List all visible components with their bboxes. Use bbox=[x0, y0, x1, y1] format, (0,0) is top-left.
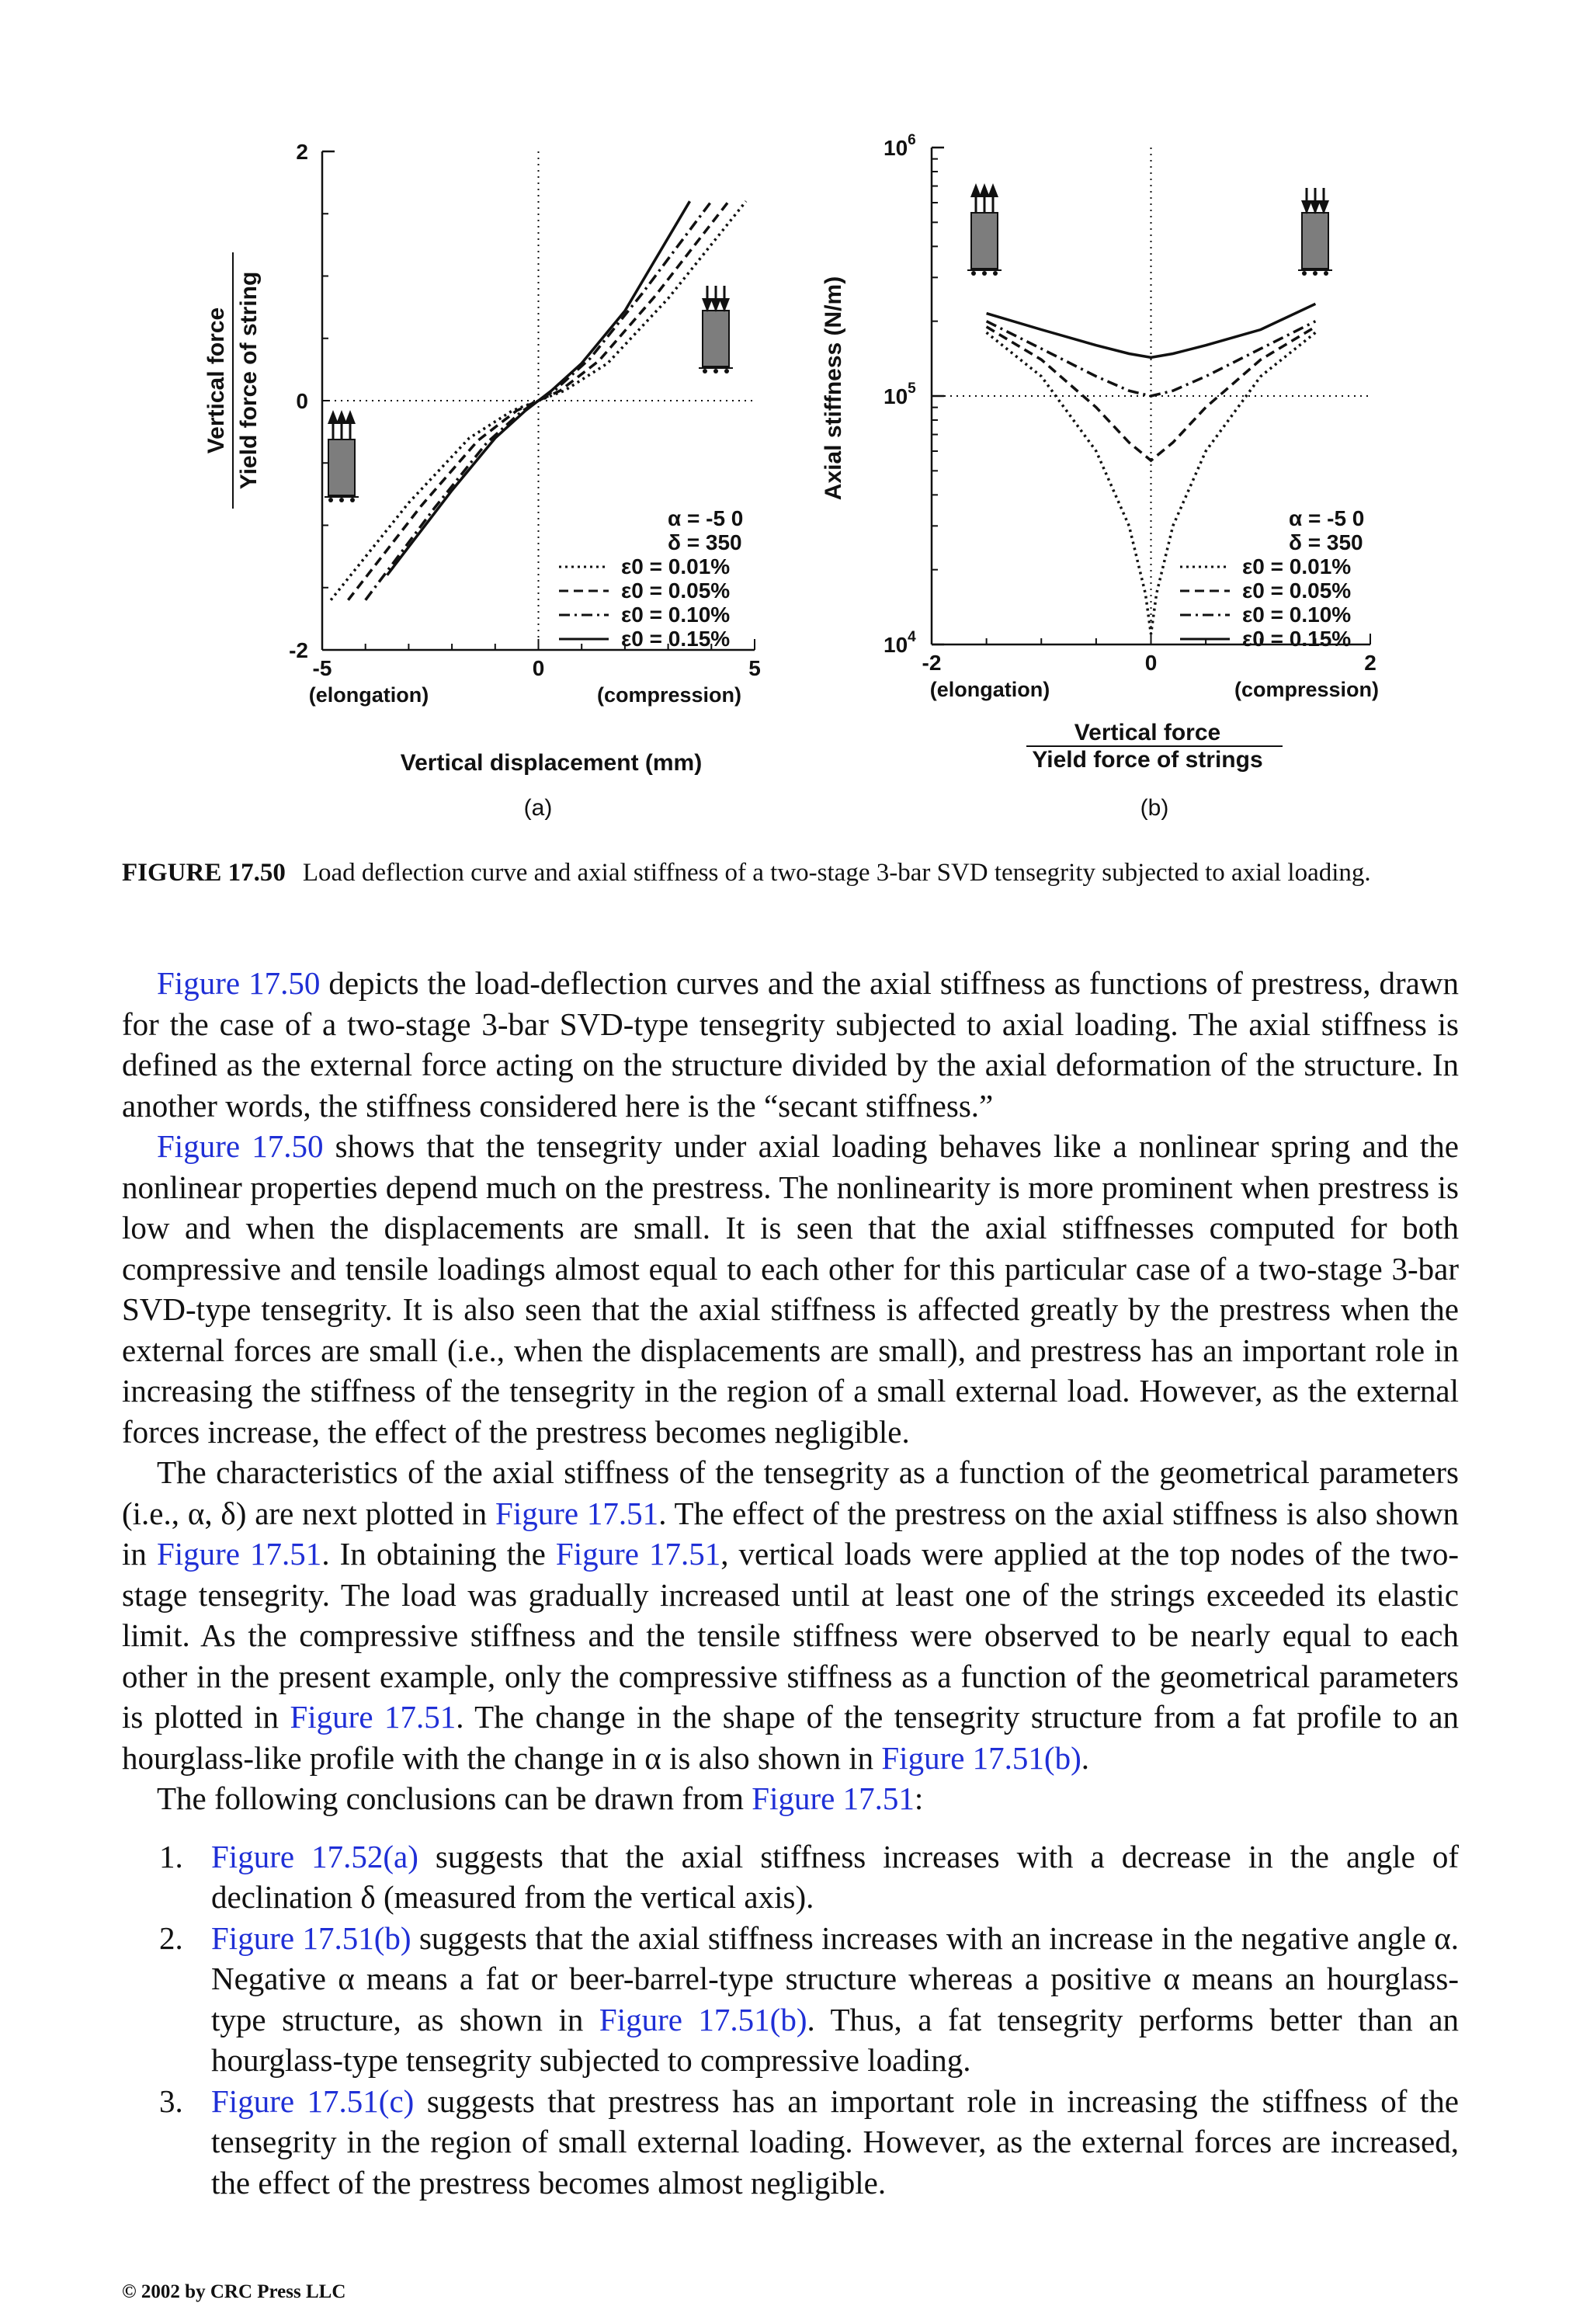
list-item bbox=[122, 1918, 1459, 2081]
b-legend-delta: δ = 350 bbox=[1289, 530, 1363, 554]
b-x-label-numerator: Vertical force bbox=[1074, 720, 1221, 745]
a-compression-device bbox=[699, 286, 733, 373]
device-body bbox=[971, 213, 998, 269]
paragraph-text: . In obtaining the bbox=[321, 1536, 556, 1572]
a-elongation-label: (elongation) bbox=[308, 683, 429, 707]
device-body bbox=[703, 311, 729, 366]
a-y-label-numerator: Vertical force bbox=[203, 307, 229, 454]
support-node bbox=[339, 498, 344, 502]
a-y-tick-label: -2 bbox=[289, 638, 308, 662]
support-node bbox=[713, 369, 718, 373]
a-x-tick-label: -5 bbox=[312, 656, 332, 680]
device-body bbox=[1302, 213, 1328, 269]
support-node bbox=[328, 498, 333, 502]
support-node bbox=[1313, 271, 1317, 276]
support-node bbox=[1302, 271, 1307, 276]
copyright-footer: © 2002 by CRC Press LLC bbox=[122, 2281, 346, 2302]
paragraph-3 bbox=[122, 1452, 1459, 1778]
b-x-tick-label: 0 bbox=[1144, 651, 1158, 675]
figure-link[interactable]: Figure 17.51(c) bbox=[211, 2083, 415, 2119]
paragraph-1 bbox=[122, 963, 1459, 1126]
figure-svg bbox=[0, 0, 1590, 846]
support-node bbox=[724, 369, 729, 373]
a-legend-alpha: α = -5 0 bbox=[668, 506, 744, 530]
paragraph-text: : bbox=[914, 1780, 924, 1816]
arrow-up-icon bbox=[345, 410, 356, 424]
arrow-up-icon bbox=[970, 183, 981, 197]
a-legend-entry: ε0 = 0.10% bbox=[621, 603, 731, 627]
support-node bbox=[703, 369, 707, 373]
figure-link[interactable]: Figure 17.50 bbox=[157, 1128, 324, 1164]
b-y-tick-label: $10^4$ bbox=[884, 629, 916, 657]
b-elongation-label: (elongation) bbox=[929, 678, 1050, 701]
b-y-tick-label: $10^6$ bbox=[884, 132, 916, 160]
list-item bbox=[122, 2081, 1459, 2204]
support-node bbox=[982, 271, 987, 276]
a-y-tick-label: 2 bbox=[296, 140, 308, 164]
a-y-tick-label: 0 bbox=[296, 389, 308, 413]
list-text: suggests that prestress has an important role in increasing the stiffness of the tensegrity in the region of small external loading. However, as the external forces are increased, the effect of the prestress becomes almost negligible. bbox=[211, 2083, 1459, 2201]
conclusions-list bbox=[122, 1836, 1459, 2204]
figure-link[interactable]: Figure 17.51(b) bbox=[211, 1919, 411, 1956]
b-legend-entry: ε0 = 0.01% bbox=[1242, 554, 1352, 578]
b-legend-entry: ε0 = 0.10% bbox=[1242, 603, 1352, 627]
support-node bbox=[971, 271, 976, 276]
figure-label: FIGURE 17.50 bbox=[122, 859, 286, 887]
arrow-up-icon bbox=[336, 410, 347, 424]
figure-17-50 bbox=[0, 0, 1590, 846]
a-legend-delta: δ = 350 bbox=[668, 530, 742, 554]
b-series-line bbox=[987, 304, 1316, 357]
arrow-up-icon bbox=[988, 183, 998, 197]
figure-link[interactable]: Figure 17.51 bbox=[752, 1780, 915, 1816]
a-compression-label: (compression) bbox=[596, 683, 742, 707]
figure-link[interactable]: Figure 17.51(b) bbox=[599, 2001, 807, 2037]
b-tension-device bbox=[967, 183, 1002, 276]
b-y-axis-label: Axial stiffness (N/m) bbox=[821, 276, 846, 501]
figure-link[interactable]: Figure 17.50 bbox=[157, 965, 321, 1001]
support-node bbox=[1324, 271, 1328, 276]
b-legend-alpha: α = -5 0 bbox=[1289, 506, 1365, 530]
figure-link[interactable]: Figure 17.51(b) bbox=[881, 1739, 1081, 1776]
figure-link[interactable]: Figure 17.51 bbox=[555, 1536, 721, 1572]
a-y-axis-label bbox=[203, 252, 262, 509]
list-item bbox=[122, 1836, 1459, 1918]
a-y-label-denominator: Yield force of string bbox=[236, 271, 262, 490]
b-panel-label: (b) bbox=[1140, 795, 1169, 821]
device-body bbox=[328, 439, 355, 495]
list-text: suggests that the axial stiffness increases with a decrease in the angle of declination δ (measured from the vertical axis). bbox=[211, 1838, 1459, 1915]
list-text: suggests that the axial stiffness increases with an increase in the negative angle α. Negative α means a fat or beer-barrel-type structure whereas a positive α means an hourglass-type structure, as shown in bbox=[211, 1919, 1459, 2037]
a-legend-entry: ε0 = 0.01% bbox=[621, 554, 731, 578]
paragraph-4 bbox=[122, 1778, 1459, 1819]
b-x-tick-label: -2 bbox=[922, 651, 942, 675]
support-node bbox=[993, 271, 998, 276]
list-text: . Thus, a fat tensegrity performs better than an hourglass-type tensegrity subjected to compressive loading. bbox=[211, 2001, 1459, 2078]
figure-link[interactable]: Figure 17.51 bbox=[495, 1495, 659, 1531]
a-tension-device bbox=[325, 410, 359, 502]
paragraph-text: The following conclusions can be drawn from bbox=[157, 1780, 752, 1816]
a-x-axis-label: Vertical displacement (mm) bbox=[400, 750, 703, 776]
arrow-up-icon bbox=[328, 410, 338, 424]
support-node bbox=[350, 498, 355, 502]
figure-link[interactable]: Figure 17.52(a) bbox=[211, 1838, 418, 1874]
paragraph-text: . bbox=[1081, 1739, 1089, 1776]
paragraph-2 bbox=[122, 1126, 1459, 1452]
figure-link[interactable]: Figure 17.51 bbox=[156, 1536, 322, 1572]
paragraph-text: The characteristics of the axial stiffness of the tensegrity as a function of the geometrical parameters (i.e., α, δ) are next plotted in bbox=[122, 1454, 1459, 1531]
a-x-tick-label: 5 bbox=[748, 656, 761, 680]
figure-caption bbox=[122, 854, 1459, 891]
a-panel-label: (a) bbox=[523, 795, 553, 821]
a-legend-entry: ε0 = 0.05% bbox=[621, 578, 731, 603]
list-number: 1. bbox=[159, 1838, 183, 1874]
paragraph-text: depicts the load-deflection curves and the axial stiffness as functions of prestress, drawn for the case of a two-stage 3-bar SVD-type tensegrity subjected to axial loading. The axial stiffness is defined as the external force acting on the structure divided by the axial deformation of the structure. In another words, the stiffness considered here is the “secant stiffness.” bbox=[122, 965, 1459, 1124]
figure-caption-text: Load deflection curve and axial stiffness of a two-stage 3-bar SVD tensegrity subjected to axial loading. bbox=[302, 859, 1371, 887]
arrow-up-icon bbox=[979, 183, 990, 197]
b-y-tick-label: $10^5$ bbox=[884, 380, 916, 408]
b-compression-label: (compression) bbox=[1234, 678, 1380, 701]
b-x-label-denominator: Yield force of strings bbox=[1032, 747, 1263, 773]
b-legend-entry: ε0 = 0.05% bbox=[1242, 578, 1352, 603]
b-x-tick-label: 2 bbox=[1364, 651, 1376, 675]
figure-link[interactable]: Figure 17.51 bbox=[290, 1699, 457, 1735]
paragraph-text: shows that the tensegrity under axial loading behaves like a nonlinear spring and the nonlinear properties depend much on the prestress. The nonlinearity is more prominent when prestress is low and when the displacements are small. It is seen that the axial stiffnesses computed for both compressive and tensile loadings almost equal to each other for this particular case of a two-stage 3-bar SVD-type tensegrity. It is also seen that the axial stiffness is affected greatly by the prestress when the external forces are small (i.e., when the displacements are small), and prestress has an important role in increasing the stiffness of the tensegrity in the region of a small external load. However, as the external forces increase, the effect of the prestress becomes negligible. bbox=[122, 1128, 1459, 1450]
list-number: 3. bbox=[159, 2083, 183, 2119]
b-legend-entry: ε0 = 0.15% bbox=[1242, 627, 1352, 651]
paragraph-text: . The change in the shape of the tensegrity structure from a fat profile to an hourglass-like profile with the change in α is also shown in bbox=[122, 1699, 1460, 1776]
a-x-tick-label: 0 bbox=[532, 656, 545, 680]
body-text bbox=[122, 963, 1459, 2203]
b-compression-device bbox=[1298, 188, 1332, 276]
a-legend-entry: ε0 = 0.15% bbox=[621, 627, 731, 651]
list-number: 2. bbox=[159, 1919, 183, 1956]
paragraph-text: . The effect of the prestress on the axial stiffness is also shown in bbox=[122, 1495, 1459, 1572]
paragraph-text: , vertical loads were applied at the top nodes of the two-stage tensegrity. The load was gradually increased until at least one of the strings exceeded its elastic limit. As the compressive stiffness and the tensile stiffness were observed to be nearly equal to each other in the present example, only the compressive stiffness as a function of the geometrical parameters is plotted in bbox=[122, 1536, 1459, 1735]
